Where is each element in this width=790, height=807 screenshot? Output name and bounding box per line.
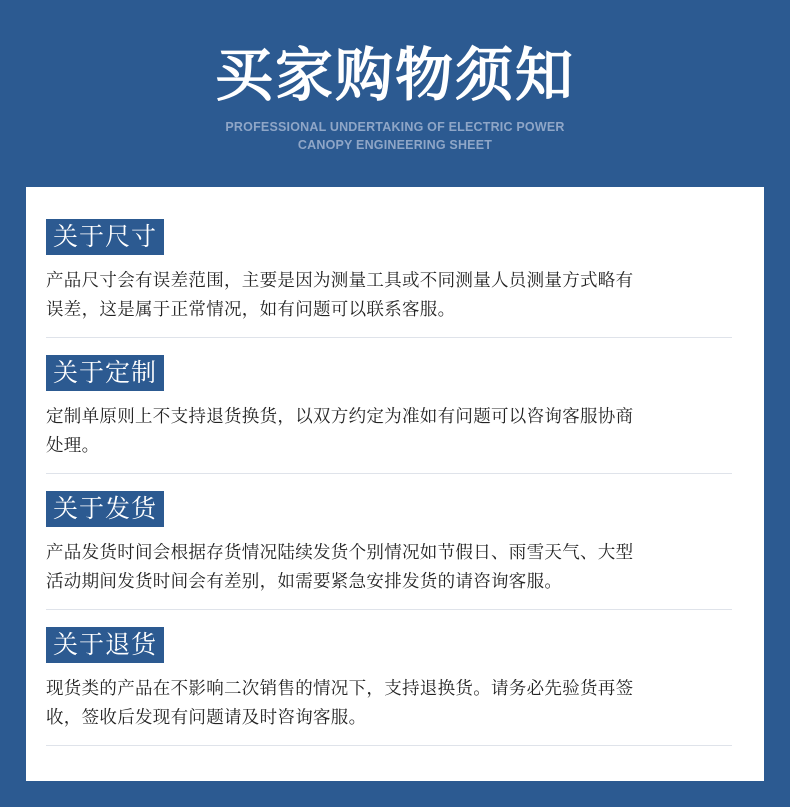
divider (46, 473, 732, 474)
divider (46, 609, 732, 610)
header (0, 0, 790, 187)
section-heading: 关于定制 (46, 355, 164, 391)
section-heading: 关于尺寸 (46, 219, 164, 255)
divider (46, 745, 732, 746)
section-heading: 关于发货 (46, 491, 164, 527)
notice-panel (26, 187, 764, 781)
page-title: 买家购物须知 (214, 41, 575, 109)
subtitle-line-1: PROFESSIONAL UNDERTAKING OF ELECTRIC POWER (225, 120, 565, 134)
section-text: 产品尺寸会有误差范围，主要是因为测量工具或不同测量人员测量方式略有 误差，这是属于正常情况，如有问题可以联系客服。 (46, 271, 634, 320)
section-text: 现货类的产品在不影响二次销售的情况下，支持退换货。请务必先验货再签 收，签收后发现有问题请及时咨询客服。 (46, 679, 634, 728)
section-heading: 关于退货 (46, 627, 164, 663)
section-text: 定制单原则上不支持退货换货，以双方约定为准如有问题可以咨询客服协商 处理。 (46, 407, 634, 456)
subtitle-line-2: CANOPY ENGINEERING SHEET (297, 138, 493, 152)
page-subtitle (0, 118, 790, 154)
divider (46, 337, 732, 338)
section-text: 产品发货时间会根据存货情况陆续发货个别情况如节假日、雨雪天气、大型 活动期间发货时间会有差别，如需要紧急安排发货的请咨询客服。 (46, 543, 634, 592)
